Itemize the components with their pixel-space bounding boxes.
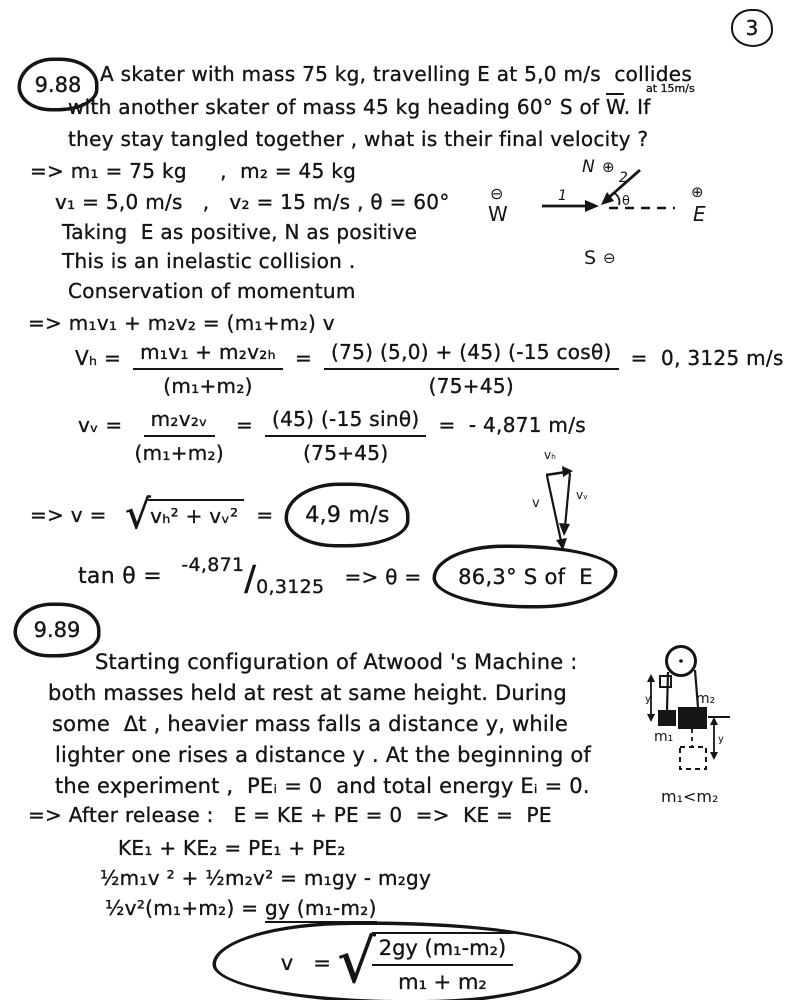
speed-annotation: at 15m/s xyxy=(646,82,695,95)
given-velocities: v₁ = 5,0 m/s , v₂ = 15 m/s , θ = 60° xyxy=(55,190,450,214)
energy-eq1: KE₁ + KE₂ = PE₁ + PE₂ xyxy=(118,836,346,860)
vv-result: = - 4,871 m/s xyxy=(438,413,586,437)
theta-arc xyxy=(614,193,619,205)
compass-west-label: W xyxy=(488,202,508,226)
vh-lhs: Vₕ = xyxy=(75,346,122,370)
vh-den1: (m₁+m₂) xyxy=(163,374,253,398)
mass1-label: m₁ xyxy=(654,729,674,745)
angle-answer-bubble xyxy=(433,545,617,608)
page-number-circle xyxy=(731,9,773,47)
vh-fraction-numeric xyxy=(324,340,619,398)
vv-den1: (m₁+m₂) xyxy=(134,441,224,465)
para-989-line4: lighter one rises a distance y . At the beginning of xyxy=(55,743,591,767)
energy-eq3-rhs: gy (m₁-m₂) xyxy=(265,896,377,923)
collision-compass-diagram xyxy=(478,148,728,275)
final-lhs: v = xyxy=(280,950,338,975)
skater1-label: 1 xyxy=(558,188,567,204)
vresult-radicand: vₕ² + vᵥ² xyxy=(148,499,244,528)
slash-icon: / xyxy=(244,558,257,599)
question-988-line3: they stay tangled together , what is their final velocity ? xyxy=(68,127,649,151)
mass1-block xyxy=(658,710,676,726)
tan-fraction xyxy=(181,553,325,599)
vv-equals: = xyxy=(235,413,254,437)
vresult-radical xyxy=(125,492,244,538)
energy-eq2: ½m₁v ² + ½m₂v² = m₁gy - m₂gy xyxy=(100,866,432,890)
para-989-line3: some Δt , heavier mass falls a distance y, while xyxy=(52,712,569,736)
final-denominator: m₁ + m₂ xyxy=(398,969,487,994)
problem-989-label: 9.89 xyxy=(33,618,81,642)
angle-answer: 86,3° S of E xyxy=(458,564,593,589)
final-fraction xyxy=(372,932,514,994)
mass2-ghost-box xyxy=(680,747,706,769)
para-989-line2: both masses held at rest at same height. During xyxy=(48,681,567,705)
left-hook-icon xyxy=(660,676,671,687)
west-minus-icon: ⊖ xyxy=(490,184,504,203)
pulley-axle-icon xyxy=(679,659,683,663)
mass2-label: m₂ xyxy=(696,691,716,707)
tan-mid: => θ = xyxy=(344,564,422,589)
mass2-block xyxy=(678,707,707,729)
energy-eq3-pre: ½v²(m₁+m₂) = xyxy=(105,896,265,920)
page-number: 3 xyxy=(745,16,759,40)
west-symbol: $\overline{W}$ xyxy=(606,95,624,119)
vh-num2: (75) (5,0) + (45) (-15 cosθ) xyxy=(324,340,619,370)
vv-fraction-numeric xyxy=(265,407,426,465)
tan-numerator: -4,871 xyxy=(181,553,245,576)
radical-sign-icon: √ xyxy=(337,927,376,997)
vh-arrowhead-icon xyxy=(562,466,573,477)
final-numerator: 2gy (m₁-m₂) xyxy=(372,936,514,966)
question-988-line2 xyxy=(68,95,651,119)
compass-north-label: N xyxy=(582,157,595,177)
vv-den2: (75+45) xyxy=(303,441,389,465)
right-y-label: y xyxy=(718,734,724,745)
para-989-line5: the experiment , PEᵢ = 0 and total energy Eᵢ = 0. xyxy=(55,774,590,798)
given-masses: => m₁ = 75 kg , m₂ = 45 kg xyxy=(30,159,357,183)
theta-label: θ xyxy=(622,194,630,209)
problem-988-label: 9.88 xyxy=(34,72,82,97)
final-answer-bubble xyxy=(213,922,581,1000)
energy-eq3 xyxy=(105,896,377,920)
after-release-line: => After release : E = KE + PE = 0 => KE = PE xyxy=(28,803,552,827)
speed-result-row xyxy=(30,483,409,547)
compass-east-label: E xyxy=(693,202,706,226)
tan-lhs: tan θ = xyxy=(78,564,170,589)
south-minus-icon: ⊖ xyxy=(603,249,616,267)
tan-denominator: 0,3125 xyxy=(256,575,325,598)
vh-fraction-symbolic xyxy=(133,340,283,398)
para-989-line1: Starting configuration of Atwood 's Machine : xyxy=(95,650,578,674)
north-plus-icon: ⊕ xyxy=(602,158,615,176)
angle-result-row xyxy=(78,545,617,608)
question-988-line2-pre: with another skater of mass 45 kg heading 60° S of xyxy=(68,95,607,119)
vv-vector-label: vᵥ xyxy=(576,488,589,502)
skater2-label: 2 xyxy=(619,170,628,186)
v-vector xyxy=(547,476,561,541)
vresult-pre: => v = xyxy=(30,503,114,527)
vv-fraction-symbolic xyxy=(135,407,224,465)
left-y-label: y xyxy=(645,694,651,705)
right-y-down-arrowhead-icon xyxy=(710,752,718,760)
question-988-line1: A skater with mass 75 kg, travelling E at 5,0 m/s collides xyxy=(100,62,693,86)
vv-equation xyxy=(78,407,586,465)
left-y-up-arrowhead-icon xyxy=(647,674,655,682)
vv-num2: (45) (-15 sinθ) xyxy=(265,407,426,437)
speed-answer: 4,9 m/s xyxy=(305,502,390,528)
vh-num1: m₁v₁ + m₂v₂ₕ xyxy=(133,340,283,370)
vh-vector-label: vₕ xyxy=(544,448,556,462)
east-plus-icon: ⊕ xyxy=(691,183,704,201)
vv-lhs: vᵥ = xyxy=(78,413,123,437)
problem-989-bubble xyxy=(14,603,100,657)
skater1-arrowhead-icon xyxy=(585,200,599,212)
momentum-equation: => m₁v₁ + m₂v₂ = (m₁+m₂) v xyxy=(28,311,335,335)
mass-inequality-caption: m₁<m₂ xyxy=(661,787,719,806)
sign-convention-note: Taking E as positive, N as positive xyxy=(62,220,418,244)
vresult-equals: = xyxy=(256,503,274,527)
atwood-machine-diagram xyxy=(632,630,785,815)
vh-equation xyxy=(75,340,784,398)
conservation-note: Conservation of momentum xyxy=(68,279,356,303)
vv-num1: m₂v₂ᵥ xyxy=(144,407,215,437)
inelastic-note: This is an inelastic collision . xyxy=(62,249,356,273)
question-988-line2-post: . If xyxy=(623,95,651,119)
speed-answer-bubble xyxy=(285,483,409,547)
compass-south-label: S xyxy=(584,247,597,269)
radical-sign-icon: √ xyxy=(125,492,152,538)
left-y-down-arrowhead-icon xyxy=(647,714,655,722)
vh-den2: (75+45) xyxy=(428,374,515,398)
vv-arrowhead-icon xyxy=(559,523,570,536)
left-string xyxy=(667,672,668,710)
vv-vector xyxy=(565,473,570,527)
vh-equals: = xyxy=(294,346,313,370)
vh-result: = 0, 3125 m/s xyxy=(630,346,784,370)
right-y-up-arrowhead-icon xyxy=(710,717,718,725)
v-vector-label: v xyxy=(532,496,540,511)
